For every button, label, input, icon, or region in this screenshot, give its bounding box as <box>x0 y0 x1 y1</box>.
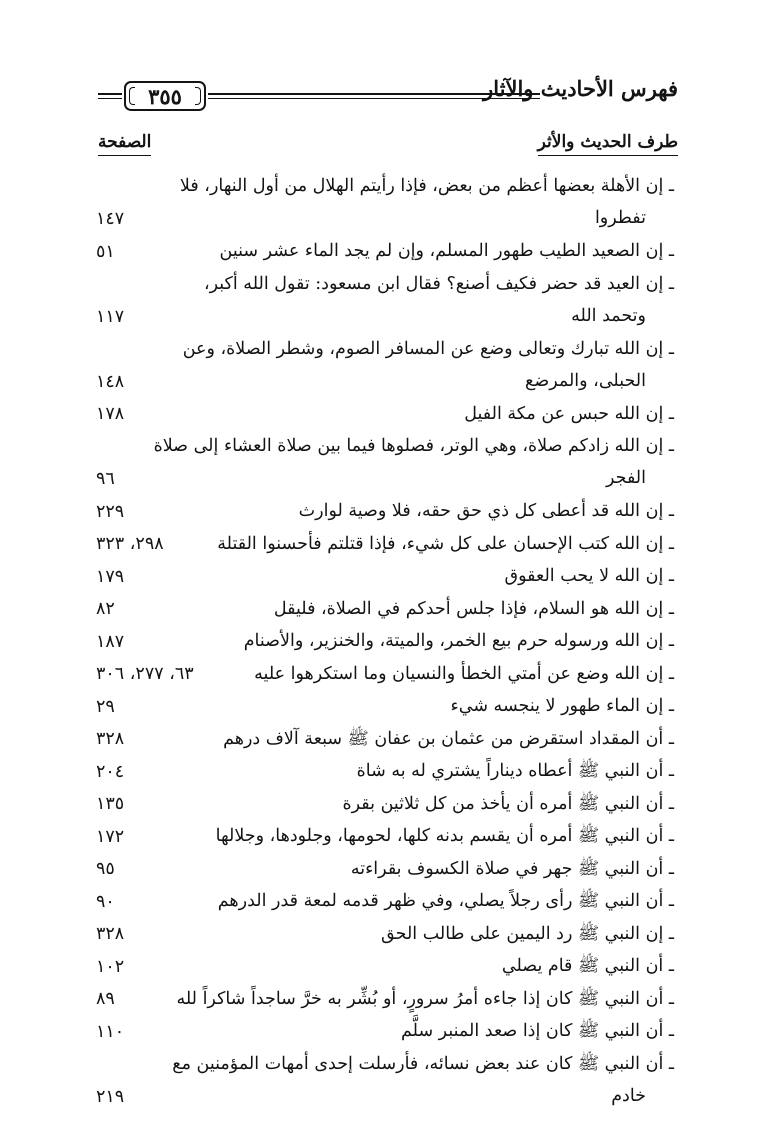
page-number-frame <box>124 81 206 111</box>
entry-first-line: ـ أن النبي ﷺ أمره أن يقسم بدنه كلها، لحومها، وجلودها، وجلالها <box>215 826 674 846</box>
entry-text <box>136 398 674 430</box>
index-entry <box>96 398 674 431</box>
entry-text <box>136 950 674 982</box>
entry-first-line: ـ إن العيد قد حضر فكيف أصنع؟ فقال ابن مسعود: تقول الله أكبر، <box>203 273 674 294</box>
index-entry <box>96 788 674 821</box>
index-entry <box>96 723 674 756</box>
entry-first-line: ـ أن النبي ﷺ قام يصلي <box>501 956 674 976</box>
entry-page-ref: ٢٢٩ <box>96 501 125 522</box>
entry-text <box>176 528 674 560</box>
entry-page-ref: ٦٣، ٢٧٧، ٣٠٦ <box>96 664 194 684</box>
header-rule-right <box>208 93 540 99</box>
entry-first-line: ـ إن الصعيد الطيب طهور المسلم، وإن لم يجد الماء عشر سنين <box>219 241 674 261</box>
entry-first-line: ـ إن الله لا يحب العقوق <box>504 566 674 586</box>
entry-page-ref: ٣٢٨ <box>96 924 125 944</box>
entry-text <box>136 333 674 397</box>
entry-continuation-line: تفطروا <box>594 208 646 228</box>
entry-first-line: ـ إن الماء طهور لا ينجسه شيء <box>450 696 674 716</box>
index-entry <box>96 820 674 853</box>
index-entry <box>96 1048 674 1113</box>
entry-first-line: ـ أن النبي ﷺ جهر في صلاة الكسوف بقراءته <box>350 858 674 879</box>
entry-text <box>127 593 674 625</box>
index-entry <box>96 918 674 951</box>
index-entry <box>96 560 674 593</box>
entry-text <box>136 170 674 234</box>
entry-page-ref: ٢٩ <box>96 696 115 717</box>
entry-text <box>136 560 674 592</box>
index-entry <box>96 1015 674 1048</box>
index-entry <box>96 528 674 561</box>
entry-text <box>127 430 674 494</box>
entry-first-line: ـ أن النبي ﷺ رأى رجلاً يصلي، وفي ظهر قدمه لمعة قدر الدرهم <box>217 891 674 911</box>
entry-page-ref: ١١٠ <box>96 1021 125 1042</box>
entry-page-ref: ٢٠٤ <box>96 761 125 782</box>
entry-page-ref: ١٧٩ <box>96 566 125 587</box>
entry-first-line: ـ أن النبي ﷺ أعطاه ديناراً يشتري له به شاة <box>356 761 674 781</box>
entry-text <box>136 755 674 787</box>
entry-first-line: ـ إن الله هو السلام، فإذا جلس أحدكم في الصلاة، فليقل <box>273 598 674 619</box>
entry-page-ref: ٢١٩ <box>96 1086 125 1107</box>
column-heading-hadith: طرف الحديث والأثر <box>538 132 678 156</box>
entry-text <box>136 1015 674 1047</box>
entry-page-ref: ١٣٥ <box>96 794 125 814</box>
entry-text <box>136 788 674 820</box>
entry-page-ref: ٩٦ <box>96 469 115 489</box>
entry-text <box>136 723 674 755</box>
entry-continuation-line: الحبلى، والمرضع <box>525 370 646 391</box>
entry-text <box>136 268 674 332</box>
entry-first-line: ـ إن النبي ﷺ رد اليمين على طالب الحق <box>381 923 674 944</box>
entry-first-line: ـ أن المقداد استقرض من عثمان بن عفان ﷺ سبعة آلاف درهم <box>223 728 674 749</box>
index-entry <box>96 593 674 626</box>
entry-page-ref: ١٤٨ <box>96 371 125 392</box>
entry-page-ref: ١٧٢ <box>96 826 125 847</box>
entry-text <box>127 853 674 885</box>
entry-page-ref: ٣٢٨ <box>96 729 125 749</box>
entry-first-line: ـ أن النبي ﷺ أمره أن يأخذ من كل ثلاثين بقرة <box>342 793 674 814</box>
entry-page-ref: ٥١ <box>96 241 115 262</box>
entry-first-line: ـ إن الله قد أعطى كل ذي حق حقه، فلا وصية لوارث <box>298 501 674 521</box>
entry-page-ref: ٩٥ <box>96 859 115 879</box>
entry-page-ref: ١٠٢ <box>96 956 125 977</box>
entry-first-line: ـ إن الله كتب الإحسان على كل شيء، فإذا قتلتم فأحسنوا القتلة <box>217 533 674 554</box>
entry-first-line: ـ إن الأهلة بعضها أعظم من بعض، فإذا رأيتم الهلال من أول النهار، فلا <box>179 176 674 196</box>
entry-page-ref: ١٤٧ <box>96 209 125 229</box>
entry-first-line: ـ أن النبي ﷺ كان إذا جاءه أمرُ سرورٍ، أو بُشِّر به خرَّ ساجداً شاكراً لله <box>176 988 674 1009</box>
index-entry <box>96 170 674 235</box>
entry-page-ref: ٨٢ <box>96 599 115 619</box>
page-number: ٣٥٥ <box>148 83 182 109</box>
entry-continuation-line: خادم <box>611 1085 646 1106</box>
index-entry <box>96 853 674 886</box>
index-entry <box>96 495 674 528</box>
entry-page-ref: ١٧٨ <box>96 404 125 424</box>
entry-first-line: ـ إن الله وضع عن أمتي الخطأ والنسيان وما استكرهوا عليه <box>254 663 674 684</box>
index-entry <box>96 658 674 691</box>
entry-page-ref: ٨٩ <box>96 989 115 1009</box>
entry-continuation-line: وتحمد الله <box>571 305 646 326</box>
entry-text <box>127 885 674 917</box>
entry-first-line: ـ إن الله ورسوله حرم بيع الخمر، والميتة، والخنزير، والأصنام <box>243 631 674 651</box>
entry-text <box>127 690 674 722</box>
entry-first-line: ـ أن النبي ﷺ كان إذا صعد المنبر سلَّم <box>401 1021 674 1041</box>
index-entry <box>96 885 674 918</box>
running-header-title: فهرس الأحاديث والآثار <box>483 76 678 101</box>
entry-text <box>127 235 674 267</box>
entry-page-ref: ٩٠ <box>96 891 115 912</box>
entry-first-line: ـ إن الله تبارك وتعالى وضع عن المسافر الصوم، وشطر الصلاة، وعن <box>182 338 674 359</box>
entry-text <box>136 625 674 657</box>
index-entry <box>96 755 674 788</box>
index-entry <box>96 333 674 398</box>
entry-text <box>136 918 674 950</box>
entry-page-ref: ١١٧ <box>96 306 125 327</box>
entry-continuation-line: الفجر <box>606 468 646 488</box>
index-entry <box>96 950 674 983</box>
index-entry <box>96 235 674 268</box>
entry-first-line: ـ أن النبي ﷺ كان عند بعض نسائه، فأرسلت إحدى أمهات المؤمنين مع <box>172 1053 674 1074</box>
entry-text <box>136 1048 674 1112</box>
entry-page-ref: ٢٩٨، ٣٢٣ <box>96 534 164 554</box>
entry-page-ref: ١٨٧ <box>96 631 125 652</box>
entry-text <box>136 820 674 852</box>
index-entry <box>96 690 674 723</box>
entry-text <box>136 495 674 527</box>
entry-first-line: ـ إن الله زادكم صلاة، وهي الوتر، فصلوها فيما بين صلاة العشاء إلى صلاة <box>153 436 674 456</box>
index-entry <box>96 430 674 495</box>
entry-text <box>127 983 674 1015</box>
index-entry <box>96 625 674 658</box>
column-heading-page: الصفحة <box>98 132 151 156</box>
entry-text <box>206 658 674 690</box>
index-entry <box>96 983 674 1016</box>
index-entry <box>96 268 674 333</box>
entry-first-line: ـ إن الله حبس عن مكة الفيل <box>464 403 674 424</box>
header-rule-left <box>98 93 122 99</box>
